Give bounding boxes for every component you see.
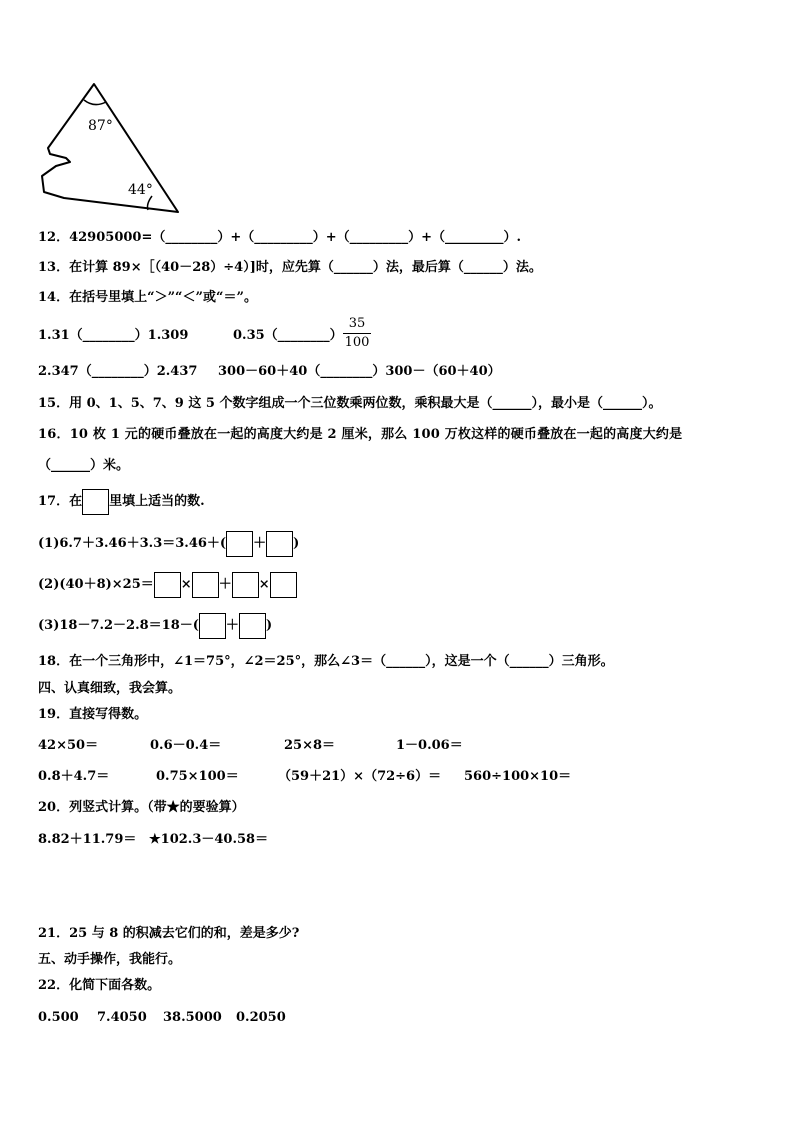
q17-p1-close: ) <box>293 536 300 551</box>
question-16-line1: 16．10 枚 1 元的硬币叠放在一起的高度大约是 2 厘米，那么 100 万枚这样的硬币叠放在一起的高度大约是 <box>38 427 683 442</box>
q20-item: 8.82＋11.79＝ <box>38 832 137 847</box>
triangle-figure <box>36 78 186 218</box>
angle-44-label: 44° <box>128 182 153 198</box>
fraction-denominator: 100 <box>344 335 370 350</box>
question-20-prompt: 20．列竖式计算。（带★的要验算） <box>38 800 245 815</box>
q19-item: 25×8＝ <box>284 738 336 753</box>
q22-item: 38.5000 <box>163 1010 222 1025</box>
q17-p2-expression: (2)(40＋8)×25＝ <box>38 577 154 592</box>
fraction-numerator: 35 <box>348 316 366 331</box>
q22-item: 0.2050 <box>236 1010 286 1025</box>
q17-p2-plus: ＋ <box>218 577 232 592</box>
q19-item: 1－0.06＝ <box>396 738 463 753</box>
q17-p1-plus: ＋ <box>253 536 267 551</box>
q17-p1-expression: (1)6.7＋3.46＋3.3＝3.46＋( <box>38 536 227 551</box>
q14-row1-right: 0.35（________） <box>233 328 343 343</box>
question-17-part1 <box>38 530 299 558</box>
answer-box[interactable] <box>82 489 109 515</box>
section-4-heading: 四、认真细致，我会算。 <box>38 681 182 696</box>
q19-item: （59＋21）×（72÷6）＝ <box>278 769 442 784</box>
question-17-part2 <box>38 571 297 599</box>
answer-box[interactable] <box>199 613 226 639</box>
q19-item: 0.75×100＝ <box>156 769 239 784</box>
question-15: 15．用 0、1、5、7、9 这 5 个数字组成一个三位数乘两位数，乘积最大是（______），最小是（______）。 <box>38 396 662 411</box>
q14-row1-left: 1.31（________）1.309 <box>38 328 189 343</box>
q20-item: ★102.3－40.58＝ <box>149 832 269 847</box>
answer-box[interactable] <box>192 572 219 598</box>
answer-box[interactable] <box>239 613 266 639</box>
question-21: 21．25 与 8 的积减去它们的和，差是多少? <box>38 926 300 941</box>
answer-box[interactable] <box>266 531 293 557</box>
question-17-part3 <box>38 612 272 640</box>
q22-item: 7.4050 <box>97 1010 147 1025</box>
fraction-35-100 <box>343 316 371 351</box>
q17-p2-times: × <box>258 577 270 592</box>
fraction-bar <box>343 333 371 334</box>
question-19-prompt: 19．直接写得数。 <box>38 707 148 722</box>
q17-prompt-part1: 17．在 <box>38 494 83 509</box>
question-12: 12．42905000=（________）+（_________）+（_________）+（_________）. <box>38 230 522 245</box>
answer-box[interactable] <box>270 572 297 598</box>
q17-p3-close: ) <box>265 618 273 633</box>
q22-item: 0.500 <box>38 1010 79 1025</box>
q14-row2-left: 2.347（________）2.437 <box>38 364 198 379</box>
q19-item: 42×50＝ <box>38 738 99 753</box>
question-17-prompt <box>38 488 205 516</box>
q19-item: 560÷100×10＝ <box>464 769 572 784</box>
answer-box[interactable] <box>232 572 259 598</box>
answer-box[interactable] <box>154 572 181 598</box>
question-13: 13．在计算 89×［（40－28）÷4）]时，应先算（______）法，最后算（______）法。 <box>38 260 542 275</box>
q19-item: 0.6－0.4＝ <box>150 738 222 753</box>
q17-p3-plus: ＋ <box>225 618 239 633</box>
q17-p2-times: × <box>180 577 192 592</box>
question-16-line2: （______）米。 <box>38 458 130 473</box>
question-18: 18．在一个三角形中，∠1＝75°，∠2＝25°，那么∠3＝（______），这是一个（______）三角形。 <box>38 654 614 669</box>
q19-item: 0.8＋4.7＝ <box>38 769 110 784</box>
angle-87-label: 87° <box>88 118 113 134</box>
q17-prompt-part2: 里填上适当的数. <box>109 494 205 509</box>
q14-row2-right: 300－60＋40（________）300－（60＋40） <box>218 364 501 379</box>
section-5-heading: 五、动手操作，我能行。 <box>38 952 182 967</box>
q17-p3-expression: (3)18－7.2－2.8＝18－( <box>38 618 199 633</box>
question-14-prompt: 14．在括号里填上“＞”“＜”或“＝”。 <box>38 290 257 305</box>
question-22-prompt: 22．化简下面各数。 <box>38 978 161 993</box>
answer-box[interactable] <box>226 531 253 557</box>
